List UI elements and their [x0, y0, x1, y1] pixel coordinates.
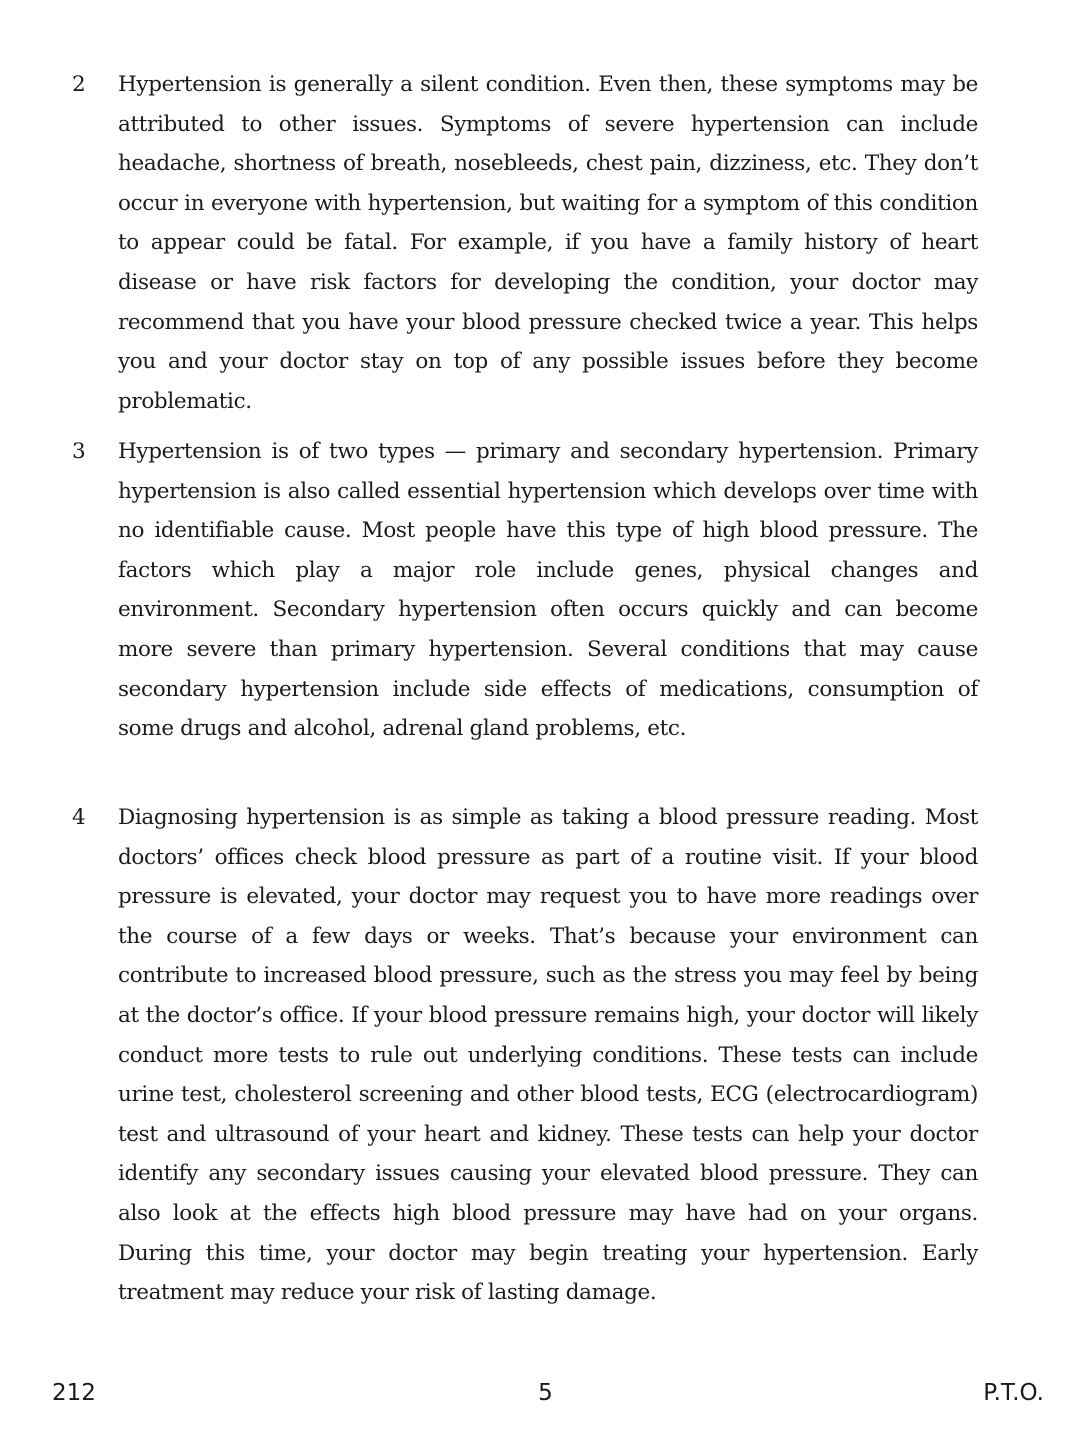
paragraph-number: 3 — [72, 439, 86, 464]
page-number: 5 — [538, 1380, 553, 1406]
paragraph-text: Hypertension is of two types — primary and secondary hypertension. Primary hypertension is also called essential hypertension which develops over time with no identifiable cause. Most people have this type of high blood pressure. The factors which play a major role include genes, physical changes and environment. Secondary hypertension often occurs quickly and can become more severe than primary hypertension. Several conditions that may cause secondary hypertension include side effects of medications, consumption of some drugs and alcohol, adrenal gland problems, etc. — [118, 439, 978, 742]
paragraph-text: Hypertension is generally a silent condition. Even then, these symptoms may be attributed to other issues. Symptoms of severe hypertension can include headache, shortness of breath, nosebleeds, chest pain, dizziness, etc. They don’t occur in everyone with hypertension, but waiting for a symptom of this condition to appear could be fatal. For example, if you have a family history of heart disease or have risk factors for developing the condition, your doctor may recommend that you have your blood pressure checked twice a year. This helps you and your doctor stay on top of any possible issues before they become problematic. — [118, 72, 978, 414]
paragraph-number: 2 — [72, 72, 86, 97]
paragraph-text: Diagnosing hypertension is as simple as taking a blood pressure reading. Most doctors’ offices check blood pressure as part of a routine visit. If your blood pressure is elevated, your doctor may request you to have more readings over the course of a few days or weeks. That’s because your environment can contribute to increased blood pressure, such as the stress you may feel by being at the doctor’s office. If your blood pressure remains high, your doctor will likely conduct more tests to rule out underlying conditions. These tests can include urine test, cholesterol screening and other blood tests, ECG (electrocardiogram) test and ultrasound of your heart and kidney. These tests can help your doctor identify any secondary issues causing your elevated blood pressure. They can also look at the effects high blood pressure may have had on your organs. During this time, your doctor may begin treating your hypertension. Early treatment may reduce your risk of lasting damage. — [118, 805, 978, 1306]
paper-code: 212 — [52, 1380, 96, 1406]
please-turn-over-label: P.T.O. — [983, 1380, 1044, 1406]
paragraph-number: 4 — [72, 805, 86, 830]
